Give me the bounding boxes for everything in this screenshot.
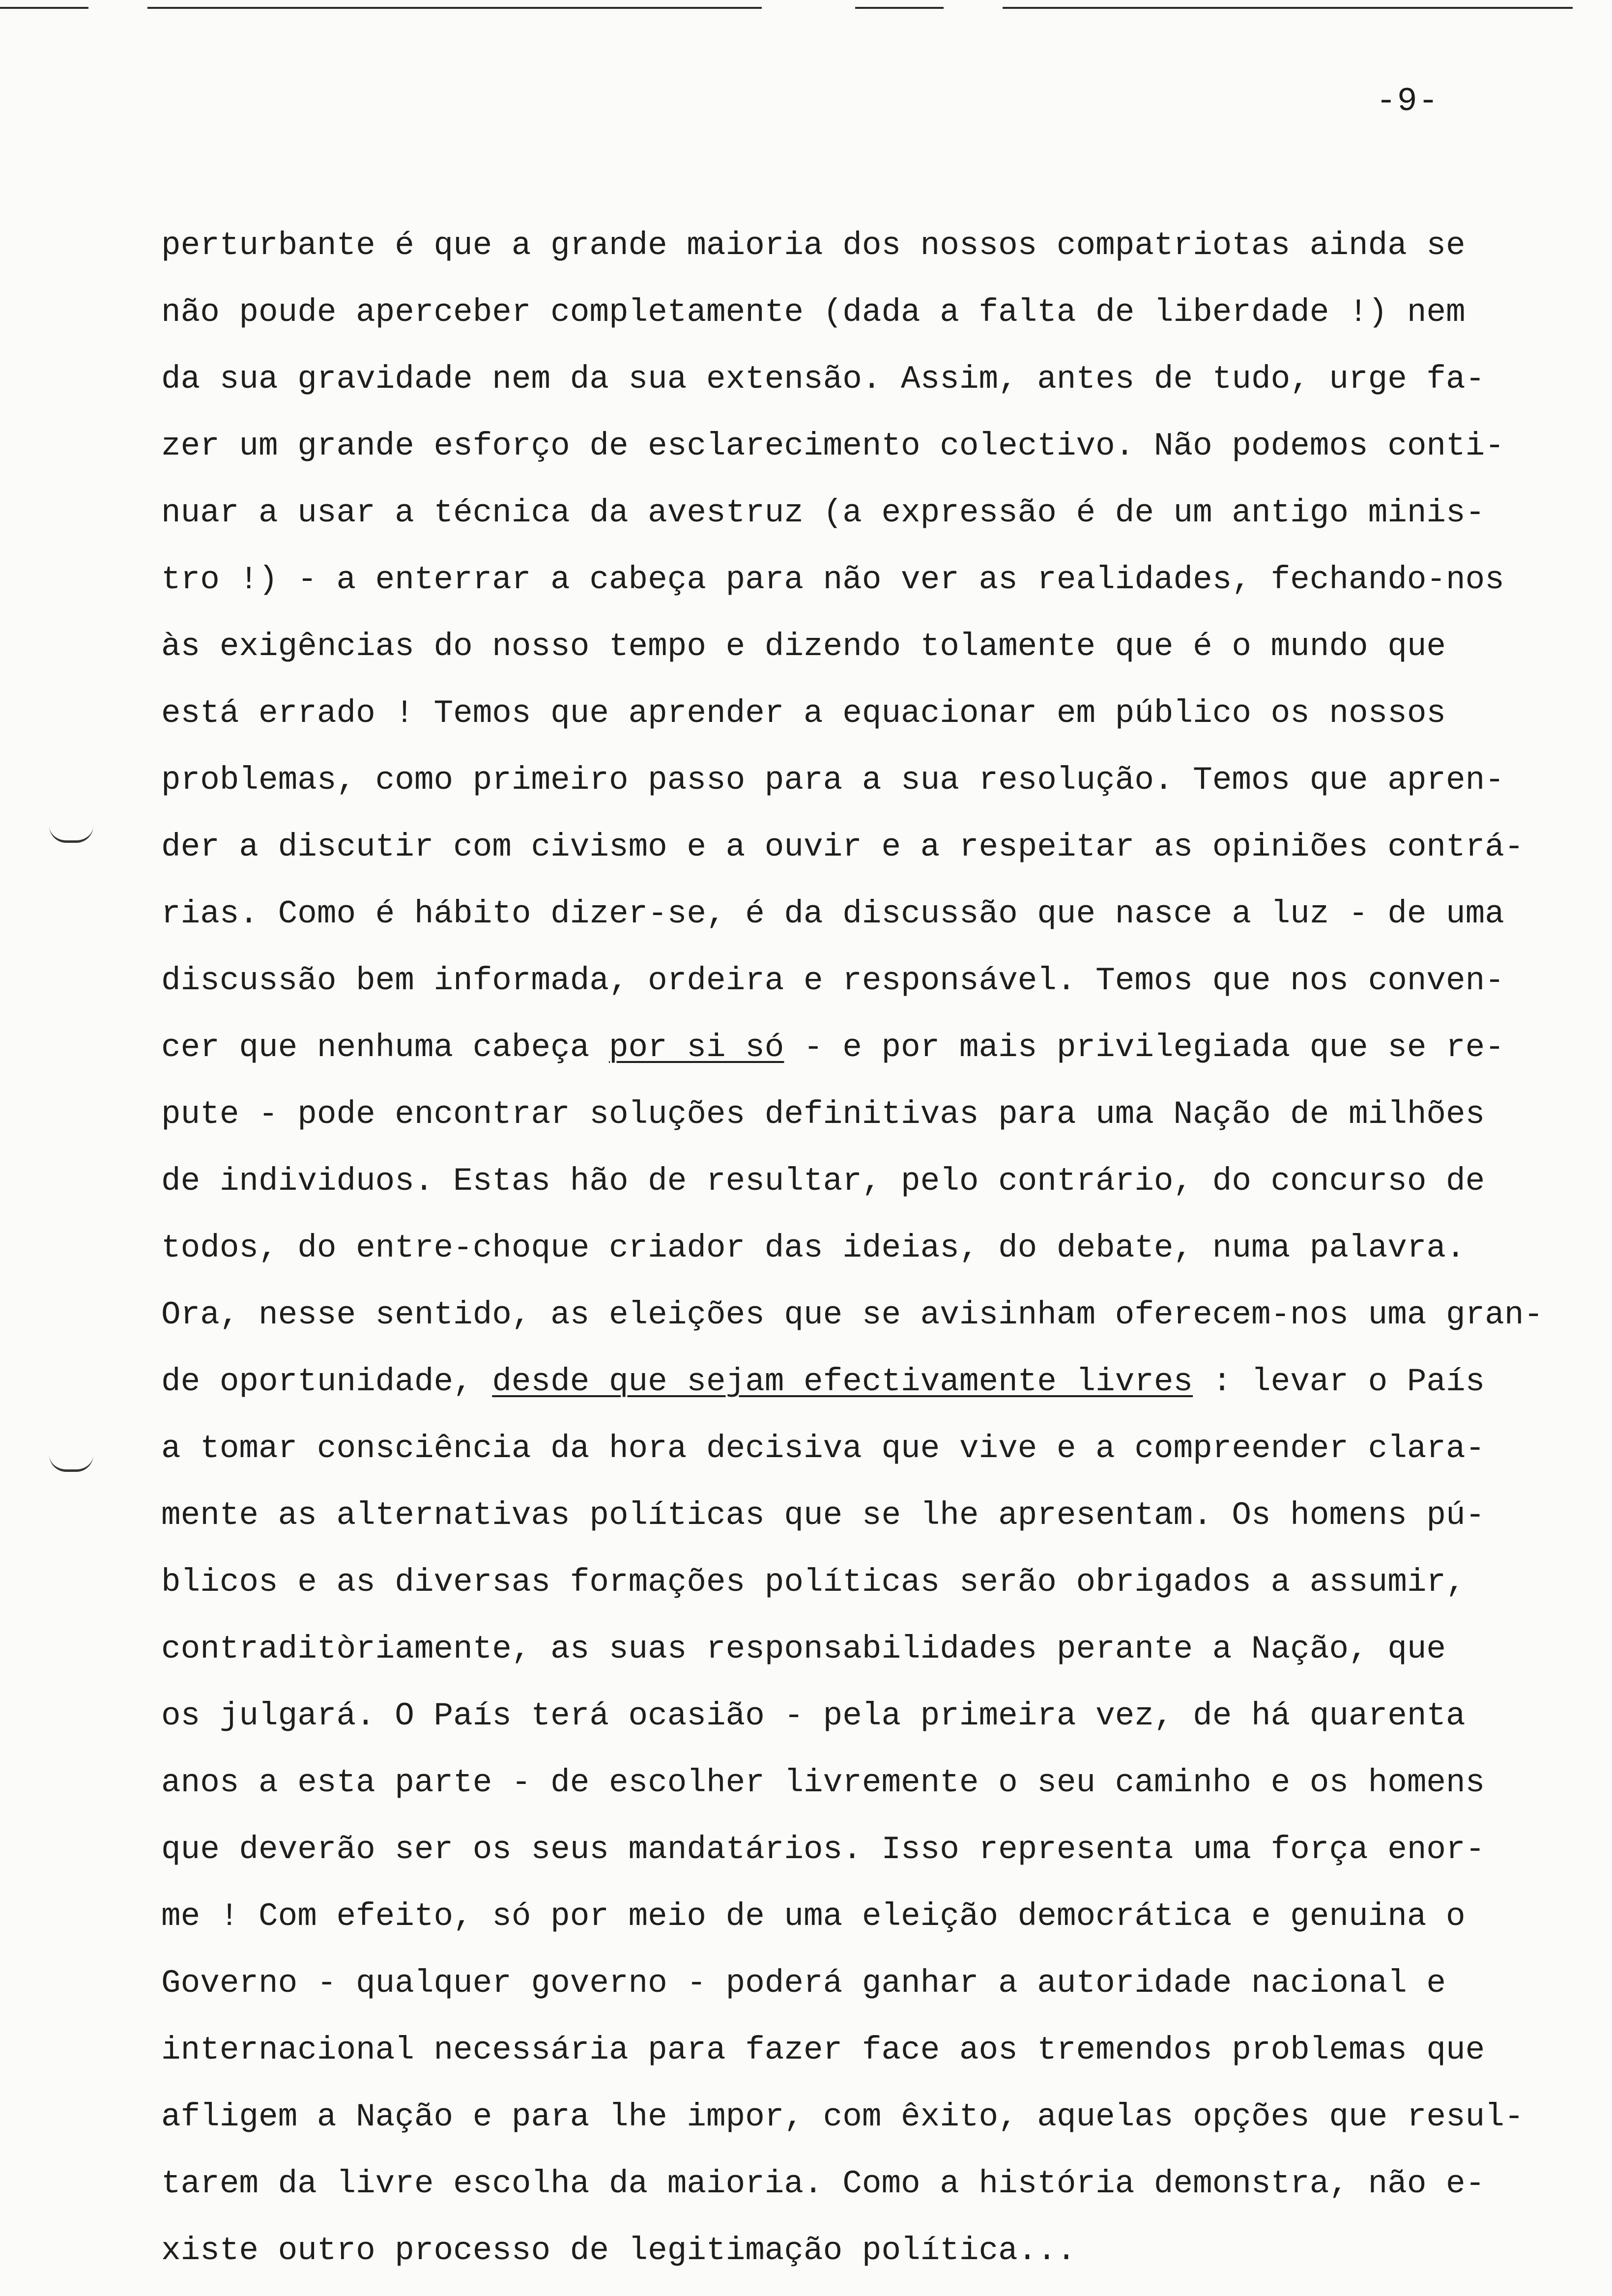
text-line: rias. Como é hábito dizer-se, é da discussão que nasce a luz - de uma — [161, 895, 1504, 932]
text-line: xiste outro processo de legitimação política... — [161, 2232, 1076, 2269]
underlined-emphasis: por si só — [608, 1029, 784, 1066]
text-line: blicos e as diversas formações políticas serão obrigados a assumir, — [161, 1564, 1466, 1601]
text-line: Governo - qualquer governo - poderá ganhar a autoridade nacional e — [161, 1965, 1446, 2002]
line-segment: - e por mais privilegiada que se re- — [784, 1029, 1504, 1066]
text-line: discussão bem informada, ordeira e responsável. Temos que nos conven- — [161, 962, 1504, 999]
punch-hole-mark — [49, 1455, 93, 1472]
text-line: que deverão ser os seus mandatários. Isso representa uma força enor- — [161, 1831, 1485, 1868]
typewritten-paragraph — [161, 212, 1611, 2284]
text-line: mente as alternativas políticas que se lhe apresentam. Os homens pú- — [161, 1497, 1485, 1534]
text-line: todos, do entre-choque criador das ideias, do debate, numa palavra. — [161, 1230, 1466, 1266]
punch-hole-mark — [49, 826, 93, 843]
text-line: está errado ! Temos que aprender a equacionar em público os nossos — [161, 695, 1446, 732]
top-border-rule — [147, 7, 762, 9]
text-line: de individuos. Estas hão de resultar, pelo contrário, do concurso de — [161, 1163, 1485, 1200]
text-line: contraditòriamente, as suas responsabilidades perante a Nação, que — [161, 1631, 1446, 1667]
text-line: perturbante é que a grande maioria dos nossos compatriotas ainda se — [161, 227, 1466, 264]
line-segment: de oportunidade, — [161, 1363, 492, 1400]
top-border-rule — [855, 7, 944, 9]
text-line: Ora, nesse sentido, as eleições que se avisinham oferecem-nos uma gran- — [161, 1296, 1544, 1333]
text-line: anos a esta parte - de escolher livremente o seu caminho e os homens — [161, 1764, 1485, 1801]
text-line: pute - pode encontrar soluções definitivas para uma Nação de milhões — [161, 1096, 1485, 1133]
text-line: me ! Com efeito, só por meio de uma eleição democrática e genuina o — [161, 1898, 1466, 1935]
text-line: às exigências do nosso tempo e dizendo tolamente que é o mundo que — [161, 628, 1446, 665]
text-line: não poude aperceber completamente (dada a falta de liberdade !) nem — [161, 294, 1466, 331]
text-line: problemas, como primeiro passo para a sua resolução. Temos que apren- — [161, 762, 1504, 799]
text-line: nuar a usar a técnica da avestruz (a expressão é de um antigo minis- — [161, 494, 1485, 531]
line-segment: cer que nenhuma cabeça — [161, 1029, 609, 1066]
text-line — [161, 1349, 1611, 1415]
line-segment: : levar o País — [1193, 1363, 1485, 1400]
top-border-rule — [0, 7, 88, 9]
text-line: zer um grande esforço de esclarecimento colectivo. Não podemos conti- — [161, 428, 1504, 464]
top-border-rule — [1003, 7, 1573, 9]
text-line: os julgará. O País terá ocasião - pela primeira vez, de há quarenta — [161, 1697, 1466, 1734]
text-line: tarem da livre escolha da maioria. Como a história demonstra, não e- — [161, 2165, 1485, 2202]
text-line: internacional necessária para fazer face aos tremendos problemas que — [161, 2032, 1485, 2068]
text-line: tro !) - a enterrar a cabeça para não ver as realidades, fechando-nos — [161, 561, 1504, 598]
text-line: da sua gravidade nem da sua extensão. Assim, antes de tudo, urge fa- — [161, 361, 1485, 398]
text-line: a tomar consciência da hora decisiva que vive e a compreender clara- — [161, 1430, 1485, 1467]
text-line: afligem a Nação e para lhe impor, com êxito, aquelas opções que resul- — [161, 2098, 1524, 2135]
underlined-emphasis: desde que sejam efectivamente livres — [492, 1363, 1193, 1400]
text-line: der a discutir com civismo e a ouvir e a respeitar as opiniões contrá- — [161, 829, 1524, 865]
page-number: -9- — [1376, 83, 1439, 120]
text-line — [161, 1014, 1611, 1081]
